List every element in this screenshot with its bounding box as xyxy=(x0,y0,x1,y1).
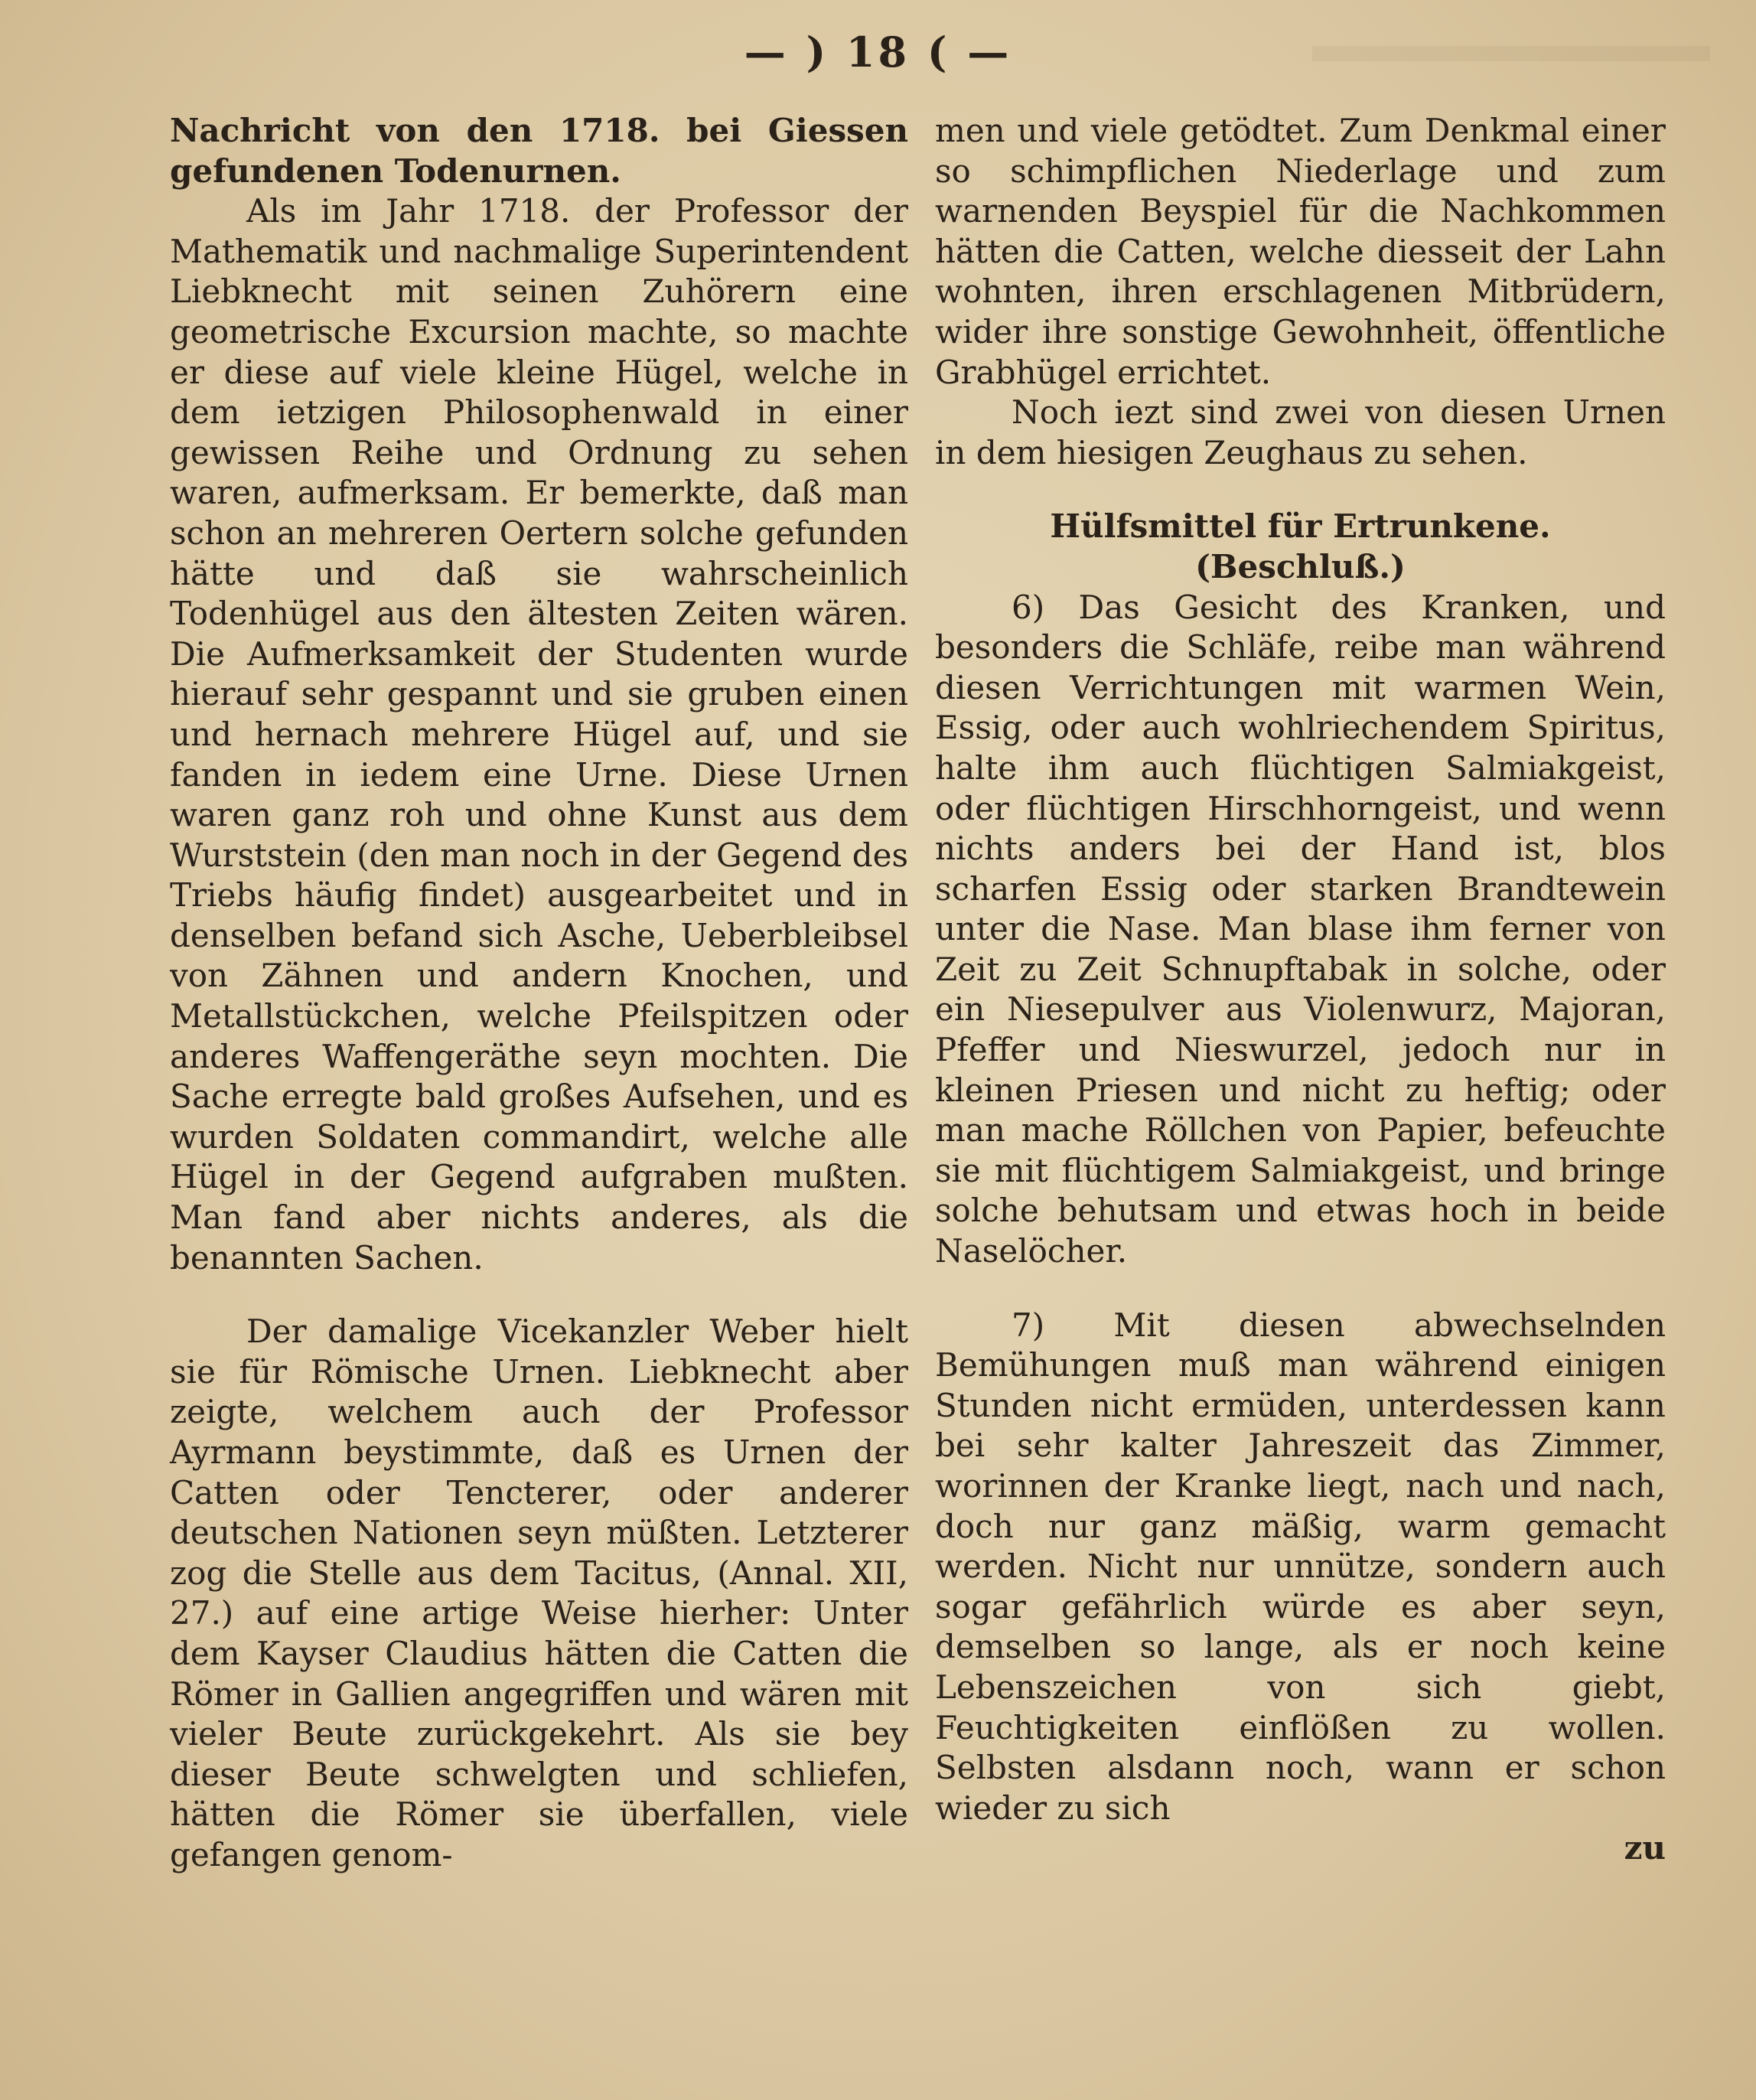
article-paragraph: men und viele getödtet. Zum Denkmal einer so schimpflichen Niederlage und zum warnenden Beyspiel für die Nachkommen hätten die Catten, welche diesseit der Lahn wohnten, ihren erschlagenen Mitbrüdern, wider ihre sonstige Gewohnheit, öffentliche Grabhügel errichtet. xyxy=(935,112,1666,391)
page-number: — ) 18 ( — xyxy=(744,28,1012,77)
left-column xyxy=(170,111,908,1876)
article-paragraph: 6) Das Gesicht des Kranken, und besonders die Schläfe, reibe man während diesen Verrichtungen mit warmen Wein, Essig, oder auch wohlriechendem Spiritus, halte ihm auch flüchtigen Salmiakgeist, oder flüchtigen Hirschhorngeist, und wenn nichts anders bei der Hand ist, blos scharfen Essig oder starken Brandtewein unter die Nase. Man blase ihm ferner von Zeit zu Zeit Schnupftabak in solche, oder ein Niesepulver aus Violenwurz, Majoran, Pfeffer und Nieswurzel, jedoch nur in kleinen Priesen und nicht zu heftig; oder man mache Röllchen von Papier, befeuchte sie mit flüchtigem Salmiakgeist, und bringe solche behutsam und etwas hoch in beide Naselöcher. xyxy=(935,588,1666,1270)
article-paragraph: Noch iezt sind zwei von diesen Urnen in dem hiesigen Zeughaus zu sehen. xyxy=(935,393,1666,471)
right-column xyxy=(935,111,1666,1869)
article-paragraph: Der damalige Vicekanzler Weber hielt sie für Römische Urnen. Liebknecht aber zeigte, welchem auch der Professor Ayrmann beystimmte, daß es Urnen der Catten oder Tencterer, oder anderer deutschen Nationen seyn müßten. Letzterer zog die Stelle aus dem Tacitus, (Annal. XII, 27.) auf eine artige Weise hierher: Unter dem Kayser Claudius hätten die Catten die Römer in Gallien angegriffen und wären mit vieler Beute zurückgekehrt. Als sie bey dieser Beute schwelgten und schliefen, hätten die Römer sie überfallen, viele gefangen genom- xyxy=(170,1312,908,1873)
article-paragraph: 7) Mit diesen abwechselnden Bemühungen muß man während einigen Stunden nicht ermüden, unterdessen kann bei sehr kalter Jahreszeit das Zimmer, worinnen der Kranke liegt, nach und nach, doch nur ganz mäßig, warm gemacht werden. Nicht nur unnütze, sondern auch sogar gefährlich würde es aber seyn, demselben so lange, als er noch keine Lebenszeichen von sich giebt, Feuchtigkeiten einflößen zu wollen. Selbsten alsdann noch, wann er schon wieder zu sich xyxy=(935,1306,1666,1827)
section-title: Hülfsmittel für Ertrunkene. xyxy=(1050,507,1551,546)
section-subtitle: (Beschluß.) xyxy=(1195,547,1406,585)
article-paragraph: Als im Jahr 1718. der Professor der Mathematik und nachmalige Superintendent Liebknecht mit seinen Zuhörern eine geometrische Excursion machte, so machte er diese auf viele kleine Hügel, welche in dem ietzigen Philosophenwald in einer gewissen Reihe und Ordnung zu sehen waren, aufmerksam. Er bemerkte, daß man schon an mehreren Oertern solche gefunden hätte und daß sie wahrscheinlich Todenhügel aus den ältesten Zeiten wären. Die Aufmerksamkeit der Studenten wurde hierauf sehr gespannt und sie gruben einen und hernach mehrere Hügel auf, und sie fanden in iedem eine Urne. Diese Urnen waren ganz roh und ohne Kunst aus dem Wurststein (den man noch in der Gegend des Triebs häufig findet) ausgearbeitet und in denselben befand sich Asche, Ueberbleibsel von Zähnen und andern Knochen, und Metallstückchen, welche Pfeilspitzen oder anderes Waffengeräthe seyn mochten. Die Sache erregte bald großes Aufsehen, und es wurden Soldaten commandirt, welche alle Hügel in der Gegend aufgraben mußten. Man fand aber nichts anderes, als die benannten Sachen. xyxy=(170,192,908,1277)
catchword: zu xyxy=(1624,1829,1666,1867)
article-title: Nachricht von den 1718. bei Giessen gefundenen Todenurnen. xyxy=(170,112,908,190)
